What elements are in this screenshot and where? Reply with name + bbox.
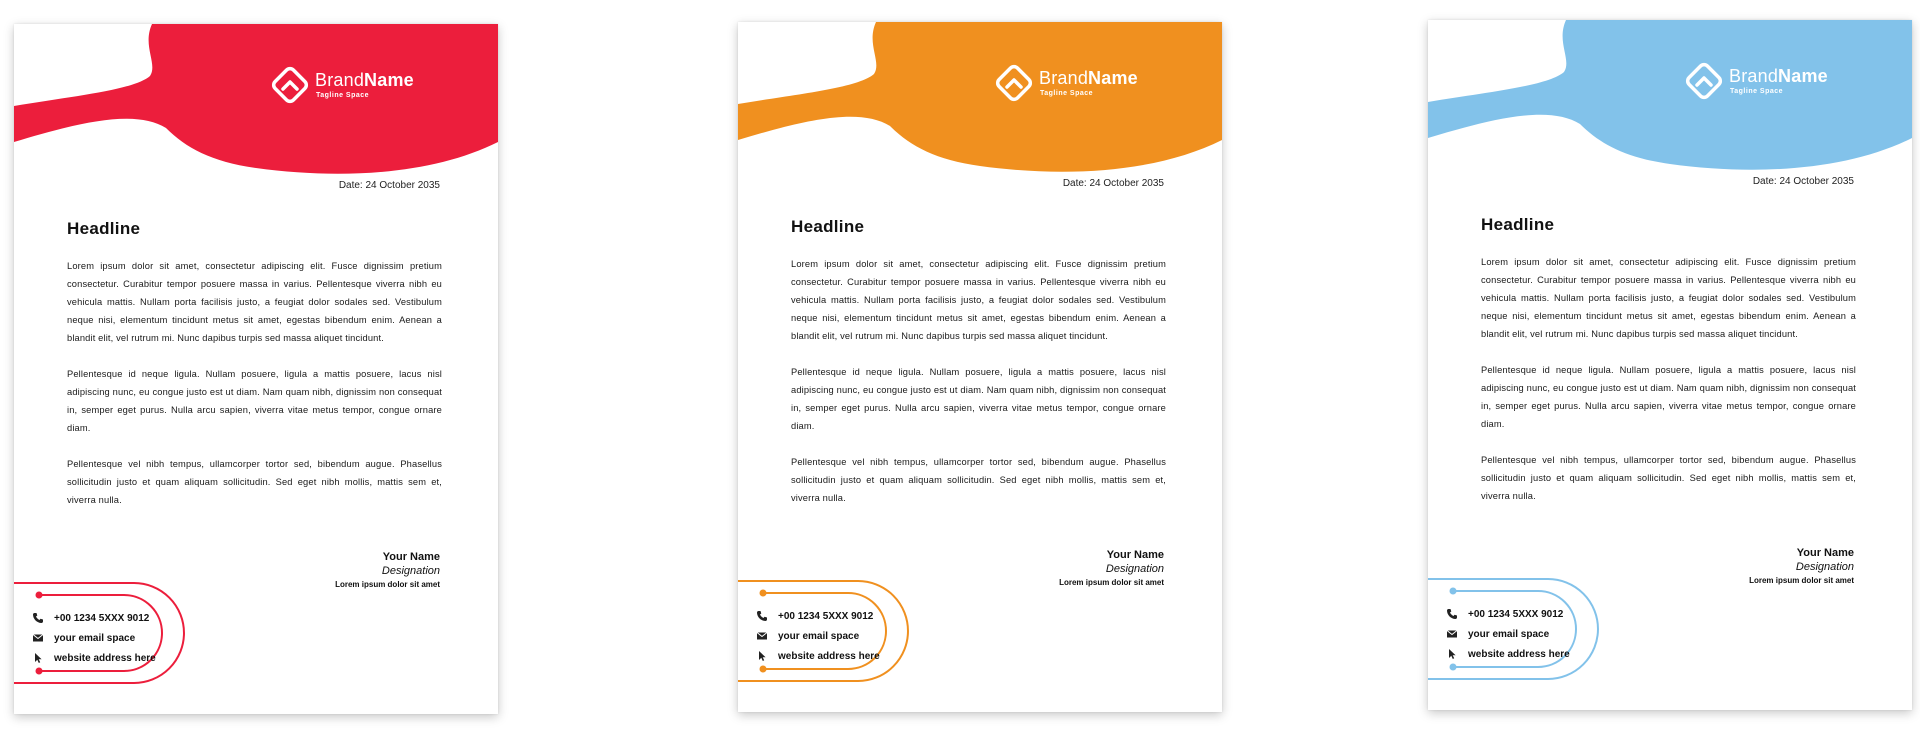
brand-tagline: Tagline Space <box>1730 88 1784 95</box>
signature-block <box>1059 548 1164 589</box>
brand-name-bold: Name <box>1778 66 1828 86</box>
contact-website-text: website address here <box>778 650 880 662</box>
header-shape <box>1428 20 1912 190</box>
body-paragraph: Lorem ipsum dolor sit amet, consectetur adipiscing elit. Fusce dignissim pretium consectetur. Curabitur tempor posuere massa in varius. Pellentesque viverra nibh eu vehicula mattis. Nullam porta facilisis justo, a feugiat dolor sodales sed. Vestibulum neque nisi, elementum tincidunt metus sit amet, egestas bibendum enim. Aenean a blandit elit, vel rutrum mi. Nunc dapibus turpis sed massa aliquet tincidunt. <box>67 261 442 343</box>
contact-phone <box>756 606 880 626</box>
signature-designation: Designation <box>381 565 440 577</box>
letter-body <box>791 255 1166 525</box>
brand-name-light: Brand <box>1039 68 1089 88</box>
cursor-icon <box>756 650 768 662</box>
body-paragraph: Lorem ipsum dolor sit amet, consectetur adipiscing elit. Fusce dignissim pretium consectetur. Curabitur tempor posuere massa in varius. Pellentesque viverra nibh eu vehicula mattis. Nullam porta facilisis justo, a feugiat dolor sodales sed. Vestibulum neque nisi, elementum tincidunt metus sit amet, egestas bibendum enim. Aenean a blandit elit, vel rutrum mi. Nunc dapibus turpis sed massa aliquet tincidunt. <box>1481 257 1856 339</box>
brand-name <box>315 70 414 91</box>
brand-name <box>1039 68 1138 89</box>
letter-headline: Headline <box>1481 215 1555 234</box>
body-paragraph: Pellentesque id neque ligula. Nullam posuere, ligula a mattis posuere, lacus nisl adipiscing nunc, eu congue justo est ut diam. Nam quam nibh, dignissim non consequat in, semper eget purus. Nulla arcu sapien, viverra vitae metus tempor, congue ornare diam. <box>791 367 1166 431</box>
letterhead-red <box>14 24 498 714</box>
mail-icon <box>756 630 768 642</box>
phone-icon <box>32 612 44 624</box>
brand-logo-icon <box>1683 60 1725 102</box>
letter-headline: Headline <box>791 217 865 236</box>
signature-note: Lorem ipsum dolor sit amet <box>1749 576 1854 585</box>
contact-phone-text: +00 1234 5XXX 9012 <box>778 610 874 622</box>
body-paragraph: Pellentesque vel nibh tempus, ullamcorper tortor sed, bibendum augue. Phasellus sollicitudin justo et quam aliquam sollicitudin. Sed eget nibh mollis, mattis sem et, viverra nulla. <box>67 459 442 505</box>
letter-body <box>1481 253 1856 523</box>
brand-tagline: Tagline Space <box>1040 90 1094 97</box>
contact-phone <box>32 608 156 628</box>
contact-phone-text: +00 1234 5XXX 9012 <box>1468 608 1564 620</box>
contact-email-text: your email space <box>54 632 136 644</box>
signature-note: Lorem ipsum dolor sit amet <box>1059 578 1164 587</box>
contact-website <box>756 646 880 666</box>
signature-note: Lorem ipsum dolor sit amet <box>335 580 440 589</box>
contact-website-text: website address here <box>54 652 156 664</box>
letter-date: Date: 24 October 2035 <box>1062 178 1164 189</box>
brand-name-light: Brand <box>315 70 365 90</box>
contact-email-text: your email space <box>1468 628 1550 640</box>
signature-name: Your Name <box>382 551 440 563</box>
mail-icon <box>1446 628 1458 640</box>
signature-block <box>335 550 440 591</box>
cursor-icon <box>32 652 44 664</box>
contact-phone-text: +00 1234 5XXX 9012 <box>54 612 150 624</box>
letterhead-blue <box>1428 20 1912 710</box>
contact-block <box>1446 604 1570 664</box>
letter-headline: Headline <box>67 219 141 238</box>
contact-block <box>32 608 156 668</box>
signature-designation: Designation <box>1105 563 1164 575</box>
contact-phone <box>1446 604 1570 624</box>
brand-tagline: Tagline Space <box>316 92 370 99</box>
signature-name: Your Name <box>1106 549 1164 561</box>
contact-email <box>756 626 880 646</box>
letter-date: Date: 24 October 2035 <box>1752 176 1854 187</box>
letter-body <box>67 257 442 527</box>
letterhead-orange <box>738 22 1222 712</box>
brand-name-bold: Name <box>1088 68 1138 88</box>
contact-block <box>756 606 880 666</box>
signature-block <box>1749 546 1854 587</box>
contact-website <box>1446 644 1570 664</box>
header-shape <box>738 22 1222 192</box>
letter-date: Date: 24 October 2035 <box>338 180 440 191</box>
contact-website <box>32 648 156 668</box>
cursor-icon <box>1446 648 1458 660</box>
signature-name: Your Name <box>1796 547 1854 559</box>
body-paragraph: Pellentesque vel nibh tempus, ullamcorper tortor sed, bibendum augue. Phasellus sollicitudin justo et quam aliquam sollicitudin. Sed eget nibh mollis, mattis sem et, viverra nulla. <box>791 457 1166 503</box>
signature-designation: Designation <box>1795 561 1854 573</box>
header-shape <box>14 24 498 194</box>
body-paragraph: Pellentesque id neque ligula. Nullam posuere, ligula a mattis posuere, lacus nisl adipiscing nunc, eu congue justo est ut diam. Nam quam nibh, dignissim non consequat in, semper eget purus. Nulla arcu sapien, viverra vitae metus tempor, congue ornare diam. <box>1481 365 1856 429</box>
brand-name-light: Brand <box>1729 66 1779 86</box>
body-paragraph: Pellentesque vel nibh tempus, ullamcorper tortor sed, bibendum augue. Phasellus sollicitudin justo et quam aliquam sollicitudin. Sed eget nibh mollis, mattis sem et, viverra nulla. <box>1481 455 1856 501</box>
mail-icon <box>32 632 44 644</box>
contact-email <box>1446 624 1570 644</box>
contact-email <box>32 628 156 648</box>
phone-icon <box>756 610 768 622</box>
brand-logo-icon <box>993 62 1035 104</box>
body-paragraph: Pellentesque id neque ligula. Nullam posuere, ligula a mattis posuere, lacus nisl adipiscing nunc, eu congue justo est ut diam. Nam quam nibh, dignissim non consequat in, semper eget purus. Nulla arcu sapien, viverra vitae metus tempor, congue ornare diam. <box>67 369 442 433</box>
brand-name <box>1729 66 1828 87</box>
brand-logo-icon <box>269 64 311 106</box>
brand-name-bold: Name <box>364 70 414 90</box>
contact-website-text: website address here <box>1468 648 1570 660</box>
contact-email-text: your email space <box>778 630 860 642</box>
phone-icon <box>1446 608 1458 620</box>
body-paragraph: Lorem ipsum dolor sit amet, consectetur adipiscing elit. Fusce dignissim pretium consectetur. Curabitur tempor posuere massa in varius. Pellentesque viverra nibh eu vehicula mattis. Nullam porta facilisis justo, a feugiat dolor sodales sed. Vestibulum neque nisi, elementum tincidunt metus sit amet, egestas bibendum enim. Aenean a blandit elit, vel rutrum mi. Nunc dapibus turpis sed massa aliquet tincidunt. <box>791 259 1166 341</box>
